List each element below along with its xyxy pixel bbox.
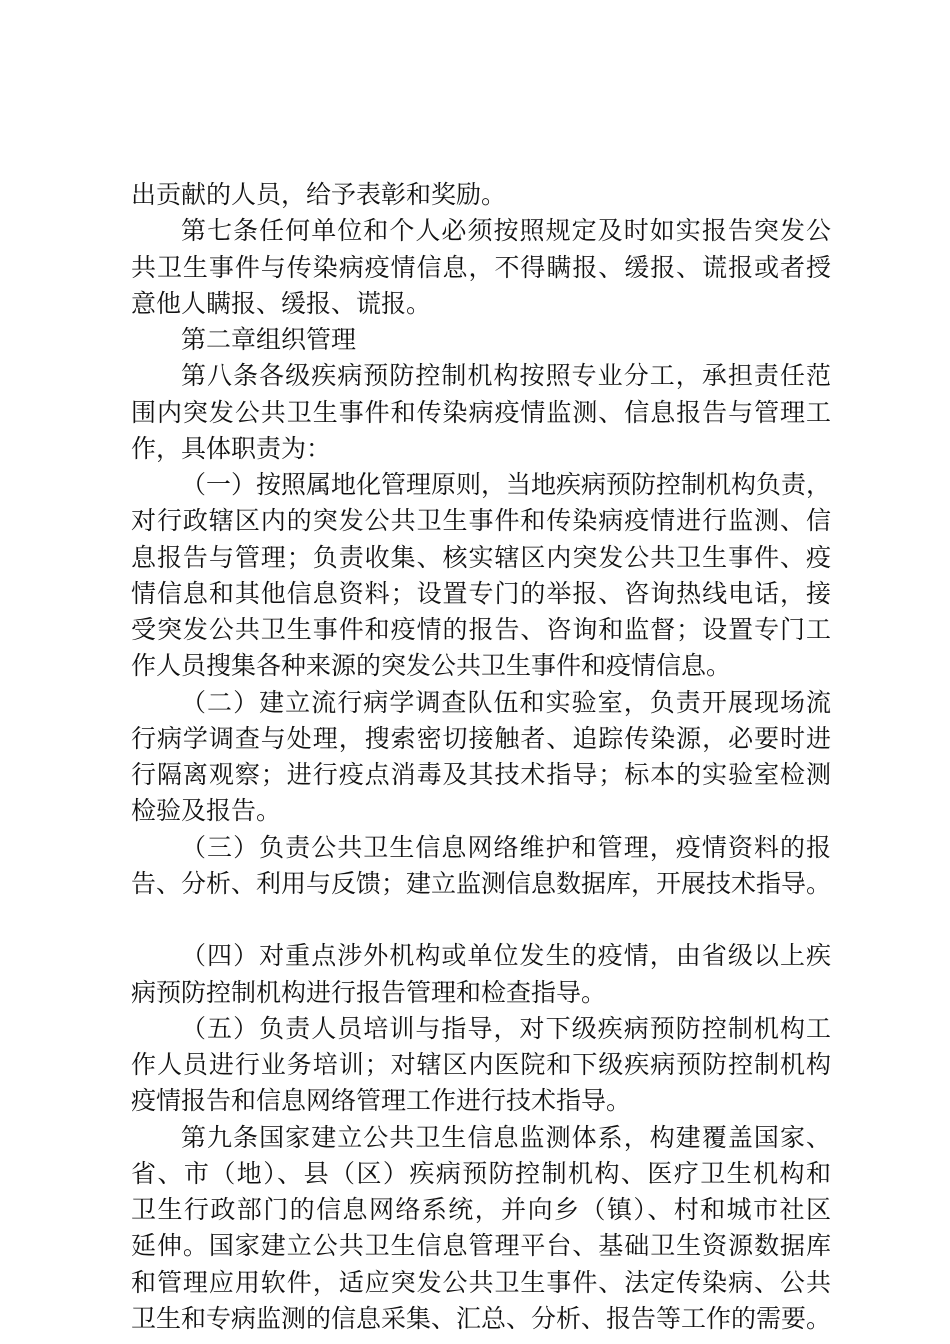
- text-line: 共卫生事件与传染病疫情信息，不得瞒报、缓报、谎报或者授: [131, 253, 831, 282]
- text-line: 围内突发公共卫生事件和传染病疫情监测、信息报告与管理工: [131, 398, 831, 427]
- text-line: 卫生和专病监测的信息采集、汇总、分析、报告等工作的需要。: [131, 1304, 832, 1333]
- text-line: 受突发公共卫生事件和疫情的报告、咨询和监督；设置专门工: [131, 615, 831, 644]
- text-line: 检验及报告。: [131, 796, 282, 825]
- text-line: 省、市（地）、县（区）疾病预防控制机构、医疗卫生机构和: [131, 1159, 831, 1188]
- text-line: 告、分析、利用与反馈；建立监测信息数据库，开展技术指导。: [131, 869, 832, 898]
- text-line: 第九条国家建立公共卫生信息监测体系，构建覆盖国家、: [181, 1123, 831, 1152]
- text-line: 延伸。国家建立公共卫生信息管理平台、基础卫生资源数据库: [131, 1231, 831, 1260]
- text-line: 和管理应用软件，适应突发公共卫生事件、法定传染病、公共: [131, 1268, 831, 1297]
- text-line: 第八条各级疾病预防控制机构按照专业分工，承担责任范: [181, 361, 831, 390]
- text-line: （三）负责公共卫生信息网络维护和管理，疫情资料的报: [181, 833, 831, 862]
- text-line: 意他人瞒报、缓报、谎报。: [131, 289, 432, 318]
- text-line: 作人员进行业务培训；对辖区内医院和下级疾病预防控制机构: [131, 1050, 831, 1079]
- text-line: 行隔离观察；进行疫点消毒及其技术指导；标本的实验室检测: [131, 760, 831, 789]
- text-line: （五）负责人员培训与指导，对下级疾病预防控制机构工: [181, 1014, 831, 1043]
- text-line: （四）对重点涉外机构或单位发生的疫情，由省级以上疾: [181, 941, 831, 970]
- text-line: 作，具体职责为：: [131, 434, 332, 463]
- text-line: 第七条任何单位和个人必须按照规定及时如实报告突发公: [181, 216, 831, 245]
- text-line: （一）按照属地化管理原则，当地疾病预防控制机构负责，: [181, 470, 832, 499]
- text-line: 作人员搜集各种来源的突发公共卫生事件和疫情信息。: [131, 651, 732, 680]
- text-line: 息报告与管理；负责收集、核实辖区内突发公共卫生事件、疫: [131, 543, 831, 572]
- text-line: 情信息和其他信息资料；设置专门的举报、咨询热线电话，接: [131, 579, 831, 608]
- text-line: 病预防控制机构进行报告管理和检查指导。: [131, 978, 607, 1007]
- text-line: 出贡献的人员，给予表彰和奖励。: [131, 180, 507, 209]
- text-line: （二）建立流行病学调查队伍和实验室，负责开展现场流: [181, 688, 831, 717]
- chapter-heading: 第二章组织管理: [181, 325, 357, 354]
- text-line: 行病学调查与处理，搜索密切接触者、追踪传染源，必要时进: [131, 724, 831, 753]
- text-line: 对行政辖区内的突发公共卫生事件和传染病疫情进行监测、信: [131, 506, 831, 535]
- text-line: 卫生行政部门的信息网络系统，并向乡（镇）、村和城市社区: [131, 1195, 831, 1224]
- text-line: 疫情报告和信息网络管理工作进行技术指导。: [131, 1086, 632, 1115]
